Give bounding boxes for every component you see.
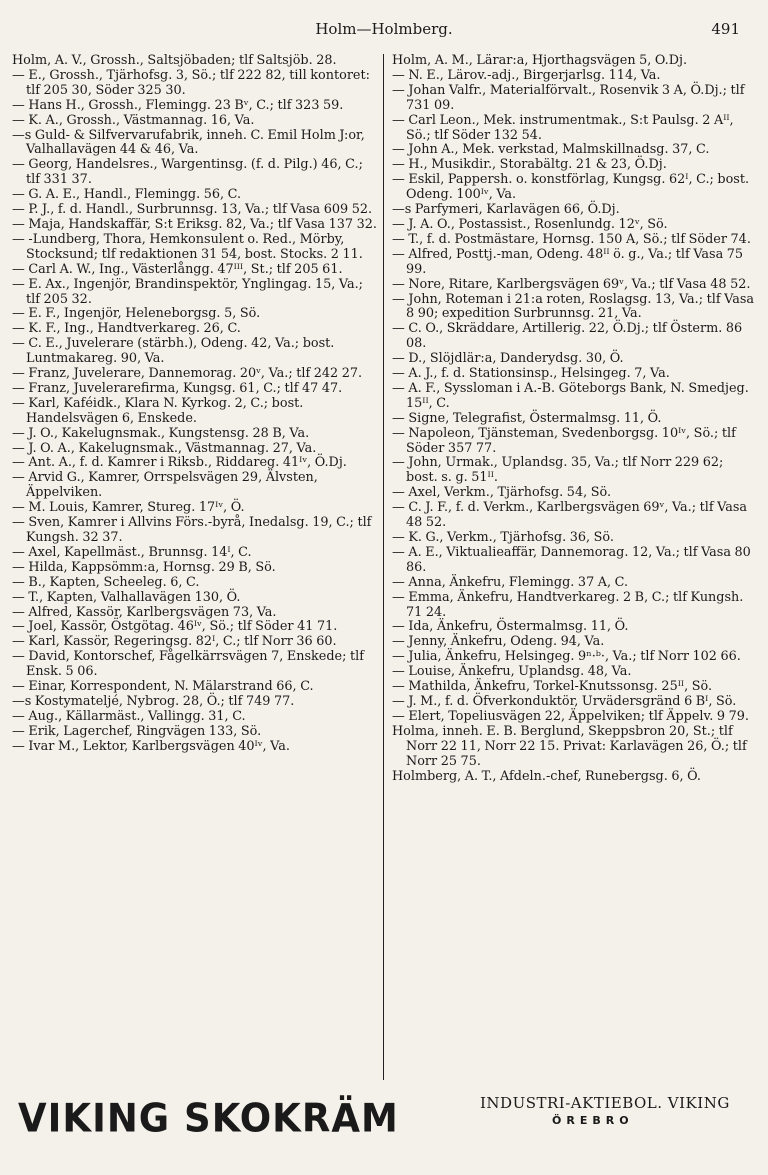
directory-entry: — E., Grossh., Tjärhofsg. 3, Sö.; tlf 222 82, till kontoret: tlf 205 30, Söder 325 30. [12,67,370,98]
directory-entry: — Signe, Telegrafist, Östermalmsg. 11, Ö. [392,410,662,426]
directory-entry: — T., Kapten, Valhallavägen 130, Ö. [12,589,241,605]
directory-entry: — Erik, Lagerchef, Ringvägen 133, Sö. [12,723,262,739]
directory-entry: —s Kostymateljé, Nybrog. 28, Ö.; tlf 749 77. [12,693,295,709]
directory-entry: — J. M., f. d. Öfverkonduktör, Urvädersgränd 6 Bᴵ, Sö. [392,693,737,709]
directory-entry: — Joel, Kassör, Östgötag. 46ᴵᵛ, Sö.; tlf Söder 41 71. [12,619,338,635]
company-city: ÖREBRO [552,1114,634,1127]
brand-name: VIKING SKOKRÄM [18,1096,399,1142]
directory-entry: — Georg, Handelsres., Wargentinsg. (f. d. Pilg.) 46, C.; tlf 331 37. [12,157,363,188]
directory-entry: — -Lundberg, Thora, Hemkonsulent o. Red., Mörby, Stocksund; tlf redaktionen 31 54, bost. Stocks. 2 11. [12,231,363,262]
directory-entry: — Hilda, Kappsömm:a, Hornsg. 29 B, Sö. [12,559,276,575]
directory-entry: Holma, inneh. E. B. Berglund, Skeppsbron 20, St.; tlf Norr 22 11, Norr 22 15. Privat: Karlavägen 26, Ö.; tlf Norr 25 75. [392,723,747,769]
directory-entry: — Alfred, Kassör, Karlbergsvägen 73, Va. [12,604,277,620]
directory-entry: — D., Slöjdlär:a, Danderydsg. 30, Ö. [392,351,624,367]
directory-entry: — John, Roteman i 21:a roten, Roslagsg. 13, Va.; tlf Vasa 8 90; expedition Surbrunnsg. 21, Va. [392,291,755,322]
directory-entry: — Axel, Verkm., Tjärhofsg. 54, Sö. [392,485,612,501]
directory-entry: — C. E., Juvelerare (stärbh.), Odeng. 42, Va.; bost. Luntmakareg. 90, Va. [12,336,335,367]
directory-entry: — A. J., f. d. Stationsinsp., Helsingeg. 7, Va. [392,366,670,382]
directory-entry: — Napoleon, Tjänsteman, Svedenborgsg. 10ᴵᵛ, Sö.; tlf Söder 357 77. [392,425,736,456]
directory-entry: Holm, A. V., Grossh., Saltsjöbaden; tlf Saltsjöb. 28. [12,54,337,68]
directory-entry: — C. O., Skräddare, Artillerig. 22, Ö.Dj.; tlf Österm. 86 08. [392,321,743,352]
directory-entry: — J. O., Kakelugnsmak., Kungstensg. 28 B, Va. [12,425,310,441]
advertisement-footer [12,1088,756,1142]
directory-entry: — Alfred, Posttj.-man, Odeng. 48ᴵᴵ ö. g., Va.; tlf Vasa 75 99. [392,246,744,277]
directory-entry: — John A., Mek. verkstad, Malmskillnadsg. 37, C. [392,142,710,158]
page-title: Holm—Holmberg. [315,20,453,38]
directory-entry: — A. F., Syssloman i A.-B. Göteborgs Bank, N. Smedjeg. 15ᴵᴵ, C. [392,380,749,411]
directory-entry: — K. G., Verkm., Tjärhofsg. 36, Sö. [392,530,614,545]
directory-entry: — Axel, Kapellmäst., Brunnsg. 14ᴵ, C. [12,544,252,560]
directory-entry: Holmberg, A. T., Afdeln.-chef, Runebergsg. 6, Ö. [392,768,701,784]
directory-entry: — Arvid G., Kamrer, Orrspelsvägen 29, Älvsten, Äppelviken. [12,470,318,501]
directory-entry: — M. Louis, Kamrer, Stureg. 17ᴵᵛ, Ö. [12,500,245,516]
directory-entry: — J. A. O., Postassist., Rosenlundg. 12ᵛ, Sö. [392,216,668,232]
directory-entry: — T., f. d. Postmästare, Hornsg. 150 A, Sö.; tlf Söder 74. [392,231,751,247]
directory-entry: — E. F., Ingenjör, Heleneborgsg. 5, Sö. [12,306,261,322]
directory-entry: — Sven, Kamrer i Allvins Förs.-byrå, Inedalsg. 19, C.; tlf Kungsh. 32 37. [12,515,372,545]
directory-entry: — K. A., Grossh., Västmannag. 16, Va. [12,112,255,128]
directory-entry: — Franz, Juvelerarefirma, Kungsg. 61, C.; tlf 47 47. [12,380,343,396]
page-header [0,20,768,48]
directory-entry: — Ant. A., f. d. Kamrer i Riksb., Riddareg. 41ᴵᵛ, Ö.Dj. [12,455,347,471]
directory-entry: — Carl A. W., Ing., Västerlångg. 47ᴵᴵᴵ, St.; tlf 205 61. [12,261,343,277]
company-name: INDUSTRI-AKTIEBOL. VIKING [480,1094,730,1112]
directory-entry: — Karl, Kaféidk., Klara N. Kyrkog. 2, C.; bost. Handelsvägen 6, Enskede. [12,395,304,426]
directory-entry: — Karl, Kassör, Regeringsg. 82ᴵ, C.; tlf Norr 36 60. [12,634,337,650]
directory-entry: — Louise, Änkefru, Uplandsg. 48, Va. [392,664,632,680]
directory-entry: —s Parfymeri, Karlavägen 66, Ö.Dj. [392,202,620,218]
page-number: 491 [711,20,740,38]
directory-entry: — P. J., f. d. Handl., Surbrunnsg. 13, Va.; tlf Vasa 609 52. [12,202,373,218]
directory-entry: Holm, A. M., Lärar:a, Hjorthagsvägen 5, Ö.Dj. [392,54,688,68]
directory-entry: — A. E., Viktualieaffär, Dannemorag. 12, Va.; tlf Vasa 80 86. [392,544,751,575]
directory-entry: — Anna, Änkefru, Flemingg. 37 A, C. [392,574,629,590]
directory-entry: — Ivar M., Lektor, Karlbergsvägen 40ᴵᵛ, Va. [12,738,290,754]
directory-entry: — C. J. F., f. d. Verkm., Karlbergsvägen 69ᵛ, Va.; tlf Vasa 48 52. [392,500,748,531]
directory-entry: — Aug., Källarmäst., Vallingg. 31, C. [12,708,246,724]
directory-entry: — N. E., Lärov.-adj., Birgerjarlsg. 114, Va. [392,67,661,83]
directory-entry: — K. F., Ing., Handtverkareg. 26, C. [12,321,241,337]
directory-entry: — Emma, Änkefru, Handtverkareg. 2 B, C.; tlf Kungsh. 71 24. [392,589,744,620]
directory-entry: — J. O. A., Kakelugnsmak., Västmannag. 27, Va. [12,440,317,456]
directory-entry: — Eskil, Pappersh. o. konstförlag, Kungsg. 62ᴵ, C.; bost. Odeng. 100ᴵᵛ, Va. [392,172,750,203]
directory-entry: — E. Ax., Ingenjör, Brandinspektör, Ynglingag. 15, Va.; tlf 205 32. [12,276,363,307]
directory-entry: — Jenny, Änkefru, Odeng. 94, Va. [392,634,605,650]
directory-entry: — G. A. E., Handl., Flemingg. 56, C. [12,187,242,203]
directory-entry: — Elert, Topeliusvägen 22, Äppelviken; tlf Äppelv. 9 79. [392,708,749,724]
directory-entry: — H., Musikdir., Storabältg. 21 & 23, Ö.Dj. [392,157,667,173]
left-column [12,54,384,1080]
directory-entry: — Johan Valfr., Materialförvalt., Rosenvik 3 A, Ö.Dj.; tlf 731 09. [392,82,745,113]
directory-entry: — Nore, Ritare, Karlbergsvägen 69ᵛ, Va.; tlf Vasa 48 52. [392,276,751,292]
right-column [384,54,756,1080]
directory-entry: — Mathilda, Änkefru, Torkel-Knutssonsg. 25ᴵᴵ, Sö. [392,679,713,695]
directory-entry: — Einar, Korrespondent, N. Mälarstrand 66, C. [12,679,314,695]
directory-entry: — Carl Leon., Mek. instrumentmak., S:t Paulsg. 2 Aᴵᴵ, Sö.; tlf Söder 132 54. [392,112,734,143]
directory-entry: — David, Kontorschef, Fågelkärrsvägen 7, Enskede; tlf Ensk. 5 06. [12,649,364,680]
directory-entry: — Julia, Änkefru, Helsingeg. 9ⁿ·ᵇ·, Va.; tlf Norr 102 66. [392,649,741,665]
directory-entry: — Franz, Juvelerare, Dannemorag. 20ᵛ, Va.; tlf 242 27. [12,366,363,382]
directory-entry: — B., Kapten, Scheeleg. 6, C. [12,574,200,590]
directory-entry: — Maja, Handskaffär, S:t Eriksg. 82, Va.; tlf Vasa 137 32. [12,216,377,232]
directory-entry: — Ida, Änkefru, Östermalmsg. 11, Ö. [392,619,629,635]
directory-entry: — John, Urmak., Uplandsg. 35, Va.; tlf Norr 229 62; bost. s. g. 51ᴵᴵ. [392,455,724,486]
directory-entry: — Hans H., Grossh., Flemingg. 23 Bᵛ, C.; tlf 323 59. [12,97,344,113]
directory-columns [12,54,756,1080]
directory-entry: —s Guld- & Silfvervarufabrik, inneh. C. Emil Holm J:or, Valhallavägen 44 & 46, Va. [12,127,365,158]
